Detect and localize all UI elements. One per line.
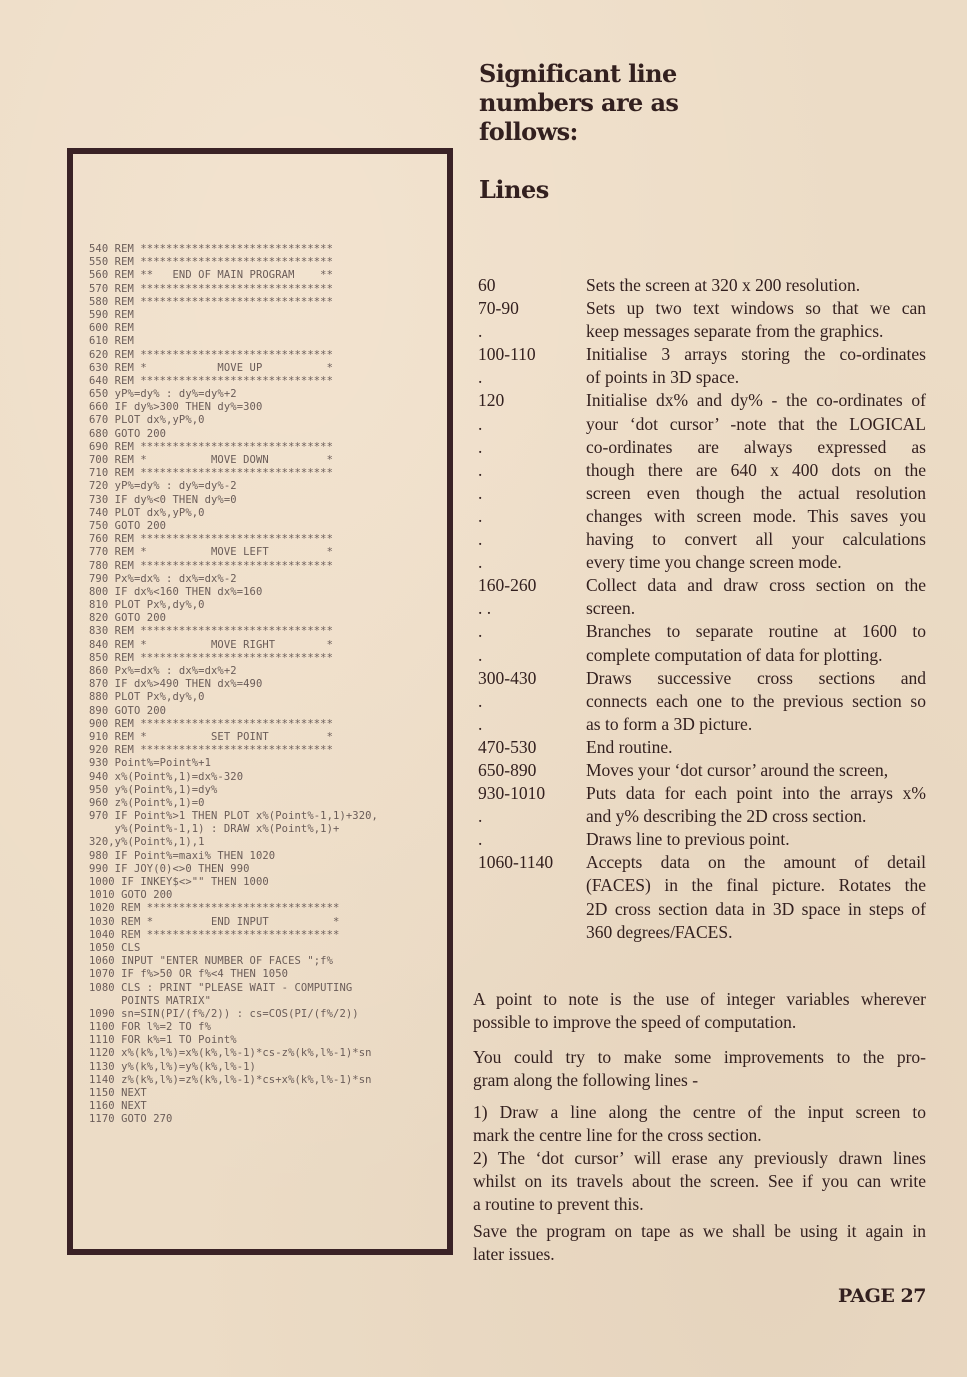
listing-line: 610 REM [89, 335, 134, 348]
listing-line: 1150 NEXT [89, 1087, 147, 1099]
listing-line: 630 REM * MOVE UP * [89, 361, 334, 374]
line-range: . [478, 482, 483, 503]
line-range: . . [478, 598, 492, 619]
listing-line: 1120 x%(k%,l%)=x%(k%,l%-1)*cs-z%(k%,l%-1)*sn [89, 1047, 372, 1060]
paragraph-line: gram along the following lines - [473, 1070, 699, 1090]
listing-line: 1060 INPUT "ENTER NUMBER OF FACES ";f% [89, 955, 334, 968]
line-range [478, 921, 586, 944]
listing-line: 550 REM ****************************** [89, 256, 334, 269]
definition-row [478, 274, 928, 297]
listing-line: 680 GOTO 200 [89, 427, 167, 440]
line-range: . [478, 413, 483, 434]
line-range: . [478, 621, 483, 642]
line-range: 1060-1140 [478, 852, 554, 873]
listing-line: 800 IF dx%<160 THEN dx%=160 [89, 585, 263, 598]
definition-row [478, 389, 928, 412]
definition-row [478, 597, 928, 620]
line-description: every time you change screen mode. [586, 552, 842, 573]
line-description: screen even though the actual resolution [586, 482, 926, 503]
line-range: . [478, 529, 483, 550]
listing-line: 910 REM * SET POINT * [89, 730, 334, 743]
definition-row [478, 921, 928, 944]
listing-line: 890 GOTO 200 [89, 704, 167, 717]
line-range [478, 874, 586, 897]
line-range: . [478, 806, 483, 827]
line-range: 160-260 [478, 575, 537, 596]
definition-row [478, 874, 928, 897]
listing-line: 830 REM ****************************** [89, 625, 334, 638]
listing-line: 1050 CLS [89, 941, 141, 954]
listing-line: 1090 sn=SIN(PI/(f%/2)) : cs=COS(PI/(f%/2)) [89, 1007, 359, 1020]
line-description: (FACES) in the final picture. Rotates the [586, 875, 926, 896]
line-description: though there are 640 x 400 dots on the [586, 459, 926, 480]
definition-row [478, 551, 928, 574]
paragraph-line: a routine to prevent this. [473, 1194, 644, 1214]
line-description: your ‘dot cursor’ -note that the LOGICAL [586, 413, 926, 434]
paragraph-line: A point to note is the use of integer variables wherever [473, 989, 926, 1009]
listing-line: 620 REM ****************************** [89, 348, 334, 361]
definition-row [478, 736, 928, 759]
paragraph-line: mark the centre line for the cross section. [473, 1125, 762, 1145]
page-number: PAGE 27 [838, 1285, 926, 1307]
line-description: of points in 3D space. [586, 367, 740, 388]
section-headline [479, 59, 739, 146]
definition-row [478, 320, 928, 343]
definition-row [478, 528, 928, 551]
listing-line: 1170 GOTO 270 [89, 1113, 173, 1126]
listing-line: 930 Point%=Point%+1 [89, 757, 212, 770]
line-description: Sets the screen at 320 x 200 resolution. [586, 275, 861, 295]
improvements-paragraph [473, 1046, 926, 1092]
note-paragraph [473, 988, 926, 1034]
listing-line: 690 REM ****************************** [89, 440, 334, 453]
definition-row [478, 759, 928, 782]
listing-line: 710 REM ****************************** [89, 467, 334, 480]
listing-line: 320,y%(Point%,1),1 [89, 836, 205, 849]
listing-line: 870 IF dx%>490 THEN dx%=490 [89, 678, 263, 691]
line-description: Collect data and draw cross section on the [586, 575, 926, 596]
paragraph-line: 2) The ‘dot cursor’ will erase any previously drawn lines [473, 1148, 926, 1168]
listing-line: 780 REM ****************************** [89, 559, 334, 572]
listing-line: 540 REM ****************************** [89, 243, 334, 255]
listing-line: 1070 IF f%>50 OR f%<4 THEN 1050 [89, 968, 289, 981]
line-range: . [478, 459, 483, 480]
definition-row [478, 436, 928, 459]
listing-line: 1100 FOR l%=2 TO f% [89, 1021, 212, 1034]
improvements-list [473, 1101, 926, 1216]
listing-line: 560 REM ** END OF MAIN PROGRAM ** [89, 269, 334, 282]
line-description: screen. [586, 598, 636, 619]
listing-line: 670 PLOT dx%,yP%,0 [89, 414, 205, 427]
listing-line: 740 PLOT dx%,yP%,0 [89, 506, 205, 519]
line-range: 100-110 [478, 344, 536, 365]
definition-row [478, 713, 928, 736]
listing-line: 1010 GOTO 200 [89, 889, 173, 902]
listing-line: 820 GOTO 200 [89, 612, 167, 625]
headline-line: Significant line [479, 59, 677, 88]
line-description: co-ordinates are always expressed as [586, 436, 926, 457]
listing-line: 750 GOTO 200 [89, 519, 167, 532]
line-description: keep messages separate from the graphics. [586, 321, 884, 342]
listing-line: 1110 FOR k%=1 TO Point% [89, 1034, 237, 1047]
definition-row [478, 482, 928, 505]
line-range: 70-90 [478, 298, 519, 319]
listing-line: 730 IF dy%<0 THEN dy%=0 [89, 493, 237, 506]
listing-line: y%(Point%-1,1) : DRAW x%(Point%,1)+ [89, 823, 340, 836]
line-range: 60 [478, 275, 496, 295]
definition-row [478, 644, 928, 667]
listing-line: 660 IF dy%>300 THEN dy%=300 [89, 401, 263, 414]
listing-line: 920 REM ****************************** [89, 744, 334, 757]
listing-line: 650 yP%=dy% : dy%=dy%+2 [89, 388, 237, 401]
line-range: . [478, 690, 483, 711]
listing-line: 1040 REM ****************************** [89, 928, 340, 941]
line-description: Sets up two text windows so that we can [586, 298, 926, 319]
listing-line: POINTS MATRIX" [89, 994, 212, 1007]
listing-line: 590 REM [89, 308, 134, 321]
listing-line: 1020 REM ****************************** [89, 902, 340, 915]
save-paragraph [473, 1220, 926, 1266]
definition-row [478, 505, 928, 528]
program-listing [89, 243, 439, 1127]
listing-line: 1130 y%(k%,l%)=y%(k%,l%-1) [89, 1060, 256, 1073]
line-description: Puts data for each point into the arrays x% [586, 783, 926, 804]
paragraph-line: Save the program on tape as we shall be using it again in [473, 1221, 926, 1241]
listing-line: 900 REM ****************************** [89, 717, 334, 730]
line-range: 470-530 [478, 736, 537, 757]
line-number-definitions [478, 274, 928, 944]
listing-line: 860 Px%=dx% : dx%=dx%+2 [89, 665, 237, 677]
line-description: 360 degrees/FACES. [586, 921, 733, 942]
listing-line: 810 PLOT Px%,dy%,0 [89, 599, 205, 612]
definition-row [478, 297, 928, 320]
paragraph-line: You could try to make some improvements to the pro- [473, 1047, 926, 1067]
definition-row [478, 574, 928, 597]
line-description: complete computation of data for plotting. [586, 644, 883, 665]
line-range: . [478, 367, 483, 388]
listing-line: 850 REM ****************************** [89, 651, 334, 664]
line-description: End routine. [586, 736, 673, 757]
definition-row [478, 413, 928, 436]
listing-line: 980 IF Point%=maxi% THEN 1020 [89, 849, 276, 862]
listing-line: 840 REM * MOVE RIGHT * [89, 638, 334, 651]
listing-line: 600 REM [89, 322, 134, 335]
line-range: . [478, 321, 483, 342]
paragraph-line: possible to improve the speed of computation. [473, 1012, 797, 1032]
line-description: Branches to separate routine at 1600 to [586, 621, 926, 642]
paragraph-line: later issues. [473, 1244, 555, 1264]
line-range: 300-430 [478, 667, 537, 688]
line-range [478, 898, 586, 921]
definition-row [478, 343, 928, 366]
line-range: . [478, 829, 483, 850]
listing-line: 1030 REM * END INPUT * [89, 915, 340, 928]
listing-line: 1000 IF INKEY$<>"" THEN 1000 [89, 876, 269, 888]
lines-heading: Lines [479, 175, 549, 204]
line-description: Accepts data on the amount of detail [586, 852, 926, 873]
definition-row [478, 459, 928, 482]
line-description: and y% describing the 2D cross section. [586, 806, 867, 827]
listing-line: 960 z%(Point%,1)=0 [89, 796, 205, 809]
line-description: changes with screen mode. This saves you [586, 505, 926, 526]
line-range: . [478, 644, 483, 665]
listing-line: 950 y%(Point%,1)=dy% [89, 783, 218, 796]
line-description: Draws line to previous point. [586, 829, 790, 850]
definition-row [478, 690, 928, 713]
line-description: Moves your ‘dot cursor’ around the screen, [586, 759, 889, 780]
line-range: . [478, 505, 483, 526]
line-range: 930-1010 [478, 783, 546, 804]
listing-line: 770 REM * MOVE LEFT * [89, 546, 334, 559]
listing-line: 1160 NEXT [89, 1100, 147, 1113]
listing-line: 760 REM ****************************** [89, 533, 334, 546]
line-description: 2D cross section data in 3D space in steps of [586, 898, 926, 919]
listing-line: 640 REM ****************************** [89, 374, 334, 387]
line-range: . [478, 552, 483, 573]
line-description: Initialise 3 arrays storing the co-ordinates [586, 344, 926, 365]
listing-line: 720 yP%=dy% : dy%=dy%-2 [89, 480, 237, 493]
paragraph-line: whilst on its travels about the screen. See if you can write [473, 1171, 926, 1191]
listing-line: 880 PLOT Px%,dy%,0 [89, 691, 205, 704]
definition-row [478, 851, 928, 874]
definition-row [478, 828, 928, 851]
line-description: Initialise dx% and dy% - the co-ordinates of [586, 390, 926, 411]
listing-line: 1140 z%(k%,l%)=z%(k%,l%-1)*cs+x%(k%,l%-1)*sn [89, 1073, 372, 1086]
line-range: . [478, 436, 483, 457]
definition-row [478, 898, 928, 921]
line-range: . [478, 713, 483, 734]
line-range: 120 [478, 390, 505, 411]
headline-line: follows: [479, 117, 578, 146]
definition-row [478, 620, 928, 643]
listing-line: 1080 CLS : PRINT "PLEASE WAIT - COMPUTING [89, 981, 353, 994]
line-range: 650-890 [478, 759, 537, 780]
definition-row [478, 667, 928, 690]
listing-line: 700 REM * MOVE DOWN * [89, 454, 334, 466]
listing-line: 580 REM ****************************** [89, 295, 334, 308]
listing-line: 940 x%(Point%,1)=dx%-320 [89, 770, 244, 783]
definition-row [478, 366, 928, 389]
definition-row [478, 805, 928, 828]
definition-row [478, 782, 928, 805]
listing-line: 970 IF Point%>1 THEN PLOT x%(Point%-1,1)+320, [89, 810, 378, 823]
line-description: connects each one to the previous section so [586, 690, 926, 711]
line-description: having to convert all your calculations [586, 529, 926, 550]
paragraph-line: 1) Draw a line along the centre of the input screen to [473, 1102, 926, 1122]
headline-line: numbers are as [479, 88, 679, 117]
listing-line: 990 IF JOY(0)<>0 THEN 990 [89, 862, 250, 875]
line-description: Draws successive cross sections and [586, 667, 926, 688]
line-description: as to form a 3D picture. [586, 713, 753, 734]
listing-line: 790 Px%=dx% : dx%=dx%-2 [89, 572, 237, 585]
listing-line: 570 REM ****************************** [89, 282, 334, 295]
